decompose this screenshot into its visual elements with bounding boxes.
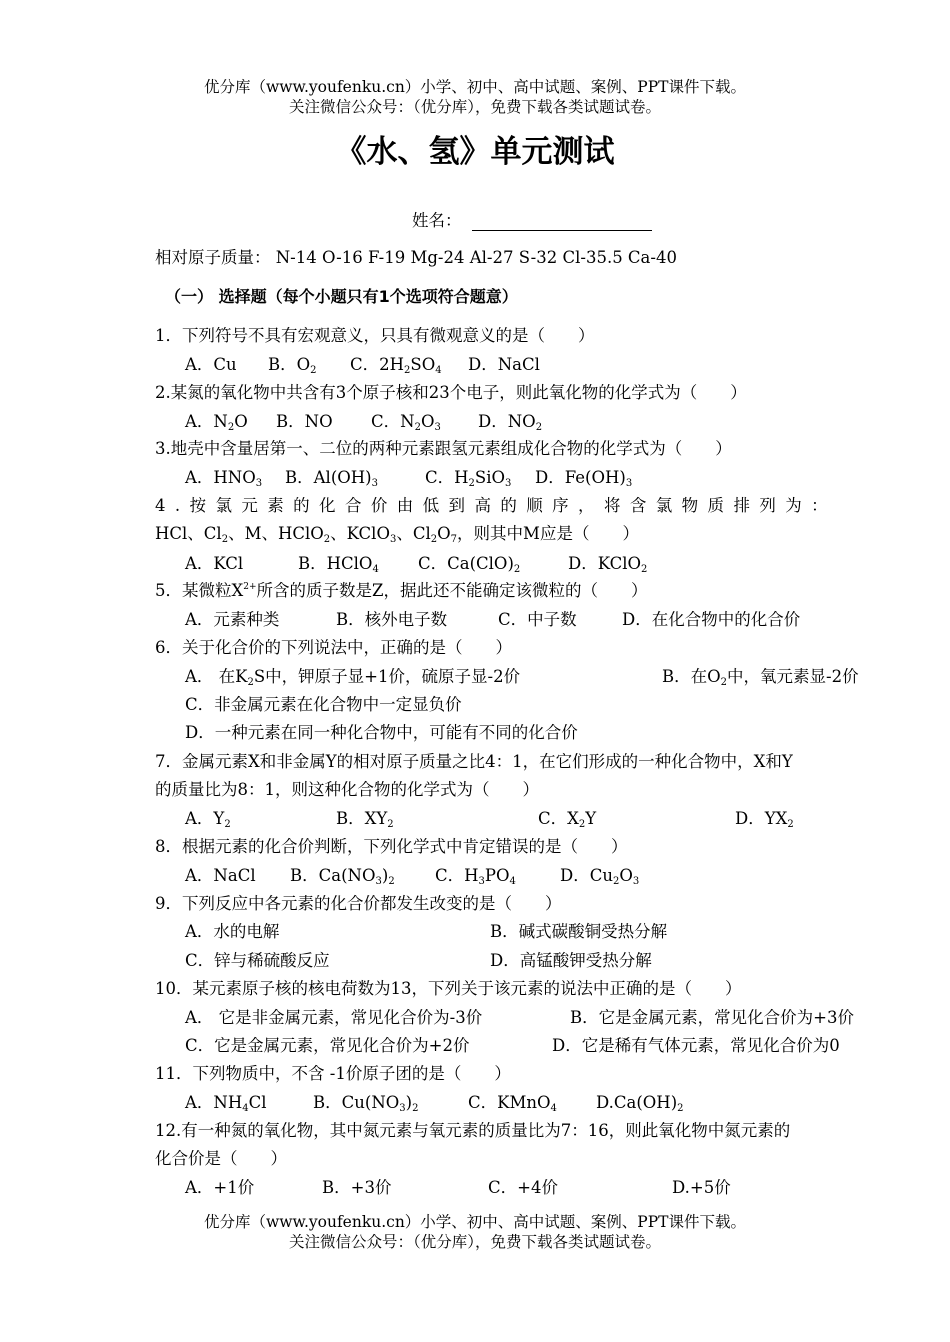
question-11-stem: 11．下列物质中，不含 -1价原子团的是（ ） [155,1064,511,1083]
question-12-stem-line1: 12.有一种氮的氧化物，其中氮元素与氧元素的质量比为7：16，则此氧化物中氮元素的 [155,1121,791,1140]
q12-option-b: B．+3价 [322,1178,392,1197]
q10-option-d: D．它是稀有气体元素，常见化合价为0 [552,1036,840,1055]
q10-option-c: C．它是金属元素，常见化合价为+2价 [185,1036,470,1055]
atomic-mass-line: 相对原子质量： N-14 O-16 F-19 Mg-24 Al-27 S-32 Cl-35.5 Ca-40 [155,248,677,267]
q1-option-a: A．Cu [185,355,237,374]
question-7-stem-line2: 的质量比为8：1，则这种化合物的化学式为（ ） [155,780,539,799]
q11-option-b: B．$Cu(NO_3)_2$ [313,1093,419,1114]
q3-option-b: B．$Al(OH)_3$ [285,468,378,489]
q7-option-b: B．$XY_2$ [336,809,394,830]
q11-option-c: C．KMnO$_4$ [468,1093,557,1114]
q5-option-b: B．核外电子数 [336,610,448,629]
q6-option-c: C．非金属元素在化合物中一定显负价 [185,695,462,714]
q4-option-d: D．KClO$_2$ [568,554,648,575]
q5-option-c: C．中子数 [498,610,577,629]
q2-option-c: C．$N_2O_3$ [371,412,441,433]
q1-option-b: B．$O_2$ [268,355,317,376]
question-4-stem-line1: 4.按氯元素的化合价由低到高的顺序，将含氯物质排列为： [155,496,838,515]
question-7-stem-line1: 7．金属元素X和非金属Y的相对原子质量之比4：1，在它们形成的一种化合物中，X和Y [155,752,793,771]
q3-option-d: D．$Fe(OH)_3$ [535,468,633,489]
question-4-stem-line2: HCl、$Cl_2$、M、HClO$_2$、KClO$_3$、$Cl_2O_7$，则其中M应是（ ） [155,524,639,545]
header-line-2: 关注微信公众号：（优分库），免费下载各类试题试卷。 [288,98,661,116]
q7-option-c: C．$X_2Y$ [538,809,597,830]
q10-option-b: B．它是金属元素，常见化合价为+3价 [570,1008,854,1027]
q4-option-c: C．$Ca(ClO)_2$ [418,554,521,575]
section-heading: （一） 选择题（每个小题只有1个选项符合题意） [165,287,518,306]
q2-option-b: B．NO [276,412,333,431]
name-blank [472,212,652,231]
q10-option-a: A． 它是非金属元素，常见化合价为-3价 [185,1008,483,1027]
q4-option-b: B．HClO$_4$ [298,554,379,575]
question-8-stem: 8．根据元素的化合价判断，下列化学式中肯定错误的是（ ） [155,837,628,856]
q9-option-c: C．锌与稀硫酸反应 [185,951,330,970]
q7-option-d: D．$YX_2$ [735,809,794,830]
q11-option-d: $D.Ca(OH)_2$ [596,1093,684,1114]
q9-option-d: D．高锰酸钾受热分解 [490,951,652,970]
q4-option-a: A．KCl [185,554,244,573]
q7-option-a: A．$Y_2$ [185,809,231,830]
q2-option-d: D．$NO_2$ [478,412,543,433]
q6-option-d: D．一种元素在同一种化合物中，可能有不同的化合价 [185,723,578,742]
name-field-row [412,207,652,231]
q3-option-c: C．$H_2SiO_3$ [425,468,512,489]
q5-option-a: A．元素种类 [185,610,280,629]
q1-option-d: D．NaCl [468,355,540,374]
q8-option-b: B．$Ca(NO_3)_2$ [290,866,395,887]
q3-option-a: A．$HNO_3$ [185,468,263,489]
page-title: 《水、氢》单元测试 [335,134,615,170]
q12-option-d: D.+5价 [672,1178,731,1197]
question-10-stem: 10．某元素原子核的核电荷数为13，下列关于该元素的说法中正确的是（ ） [155,979,742,998]
q12-option-c: C．+4价 [488,1178,558,1197]
question-3-stem: 3.地壳中含量居第一、二位的两种元素跟氢元素组成化合物的化学式为（ ） [155,439,732,458]
question-1-stem: 1．下列符号不具有宏观意义，只具有微观意义的是（ ） [155,326,595,345]
q1-option-c: C．$2H_2SO_4$ [350,355,442,376]
question-9-stem: 9．下列反应中各元素的化合价都发生改变的是（ ） [155,894,562,913]
q9-option-b: B．碱式碳酸铜受热分解 [490,922,668,941]
footer-line-1: 优分库（www.youfenku.cn）小学、初中、高中试题、案例、PPT课件下载。 [203,1213,747,1231]
question-12-stem-line2: 化合价是（ ） [155,1149,287,1168]
q2-option-a: A．$N_2O$ [185,412,248,433]
q12-option-a: A．+1价 [185,1178,255,1197]
q9-option-a: A．水的电解 [185,922,280,941]
q11-option-a: A．$NH_4Cl$ [185,1093,267,1114]
question-2-stem: 2.某氮的氧化物中共含有3个原子核和23个电子，则此氧化物的化学式为（ ） [155,383,747,402]
name-label: 姓名： [412,211,462,230]
q8-option-c: C．$H_3PO_4$ [435,866,516,887]
q6-option-b: B．在$O_2$中，氧元素显-2价 [662,667,859,688]
footer-line-2: 关注微信公众号：（优分库），免费下载各类试题试卷。 [288,1233,661,1251]
q8-option-d: D．$Cu_2O_3$ [560,866,640,887]
question-5-stem: 5．某微粒$X^{2+}$所含的质子数是Z，据此还不能确定该微粒的（ ） [155,581,648,600]
q5-option-d: D．在化合物中的化合价 [622,610,801,629]
q6-option-a: A． 在$K_2S$中，钾原子显+1价，硫原子显-2价 [185,667,521,688]
header-line-1: 优分库（www.youfenku.cn）小学、初中、高中试题、案例、PPT课件下载。 [203,78,747,96]
question-6-stem: 6．关于化合价的下列说法中，正确的是（ ） [155,638,512,657]
q8-option-a: A．NaCl [185,866,256,885]
